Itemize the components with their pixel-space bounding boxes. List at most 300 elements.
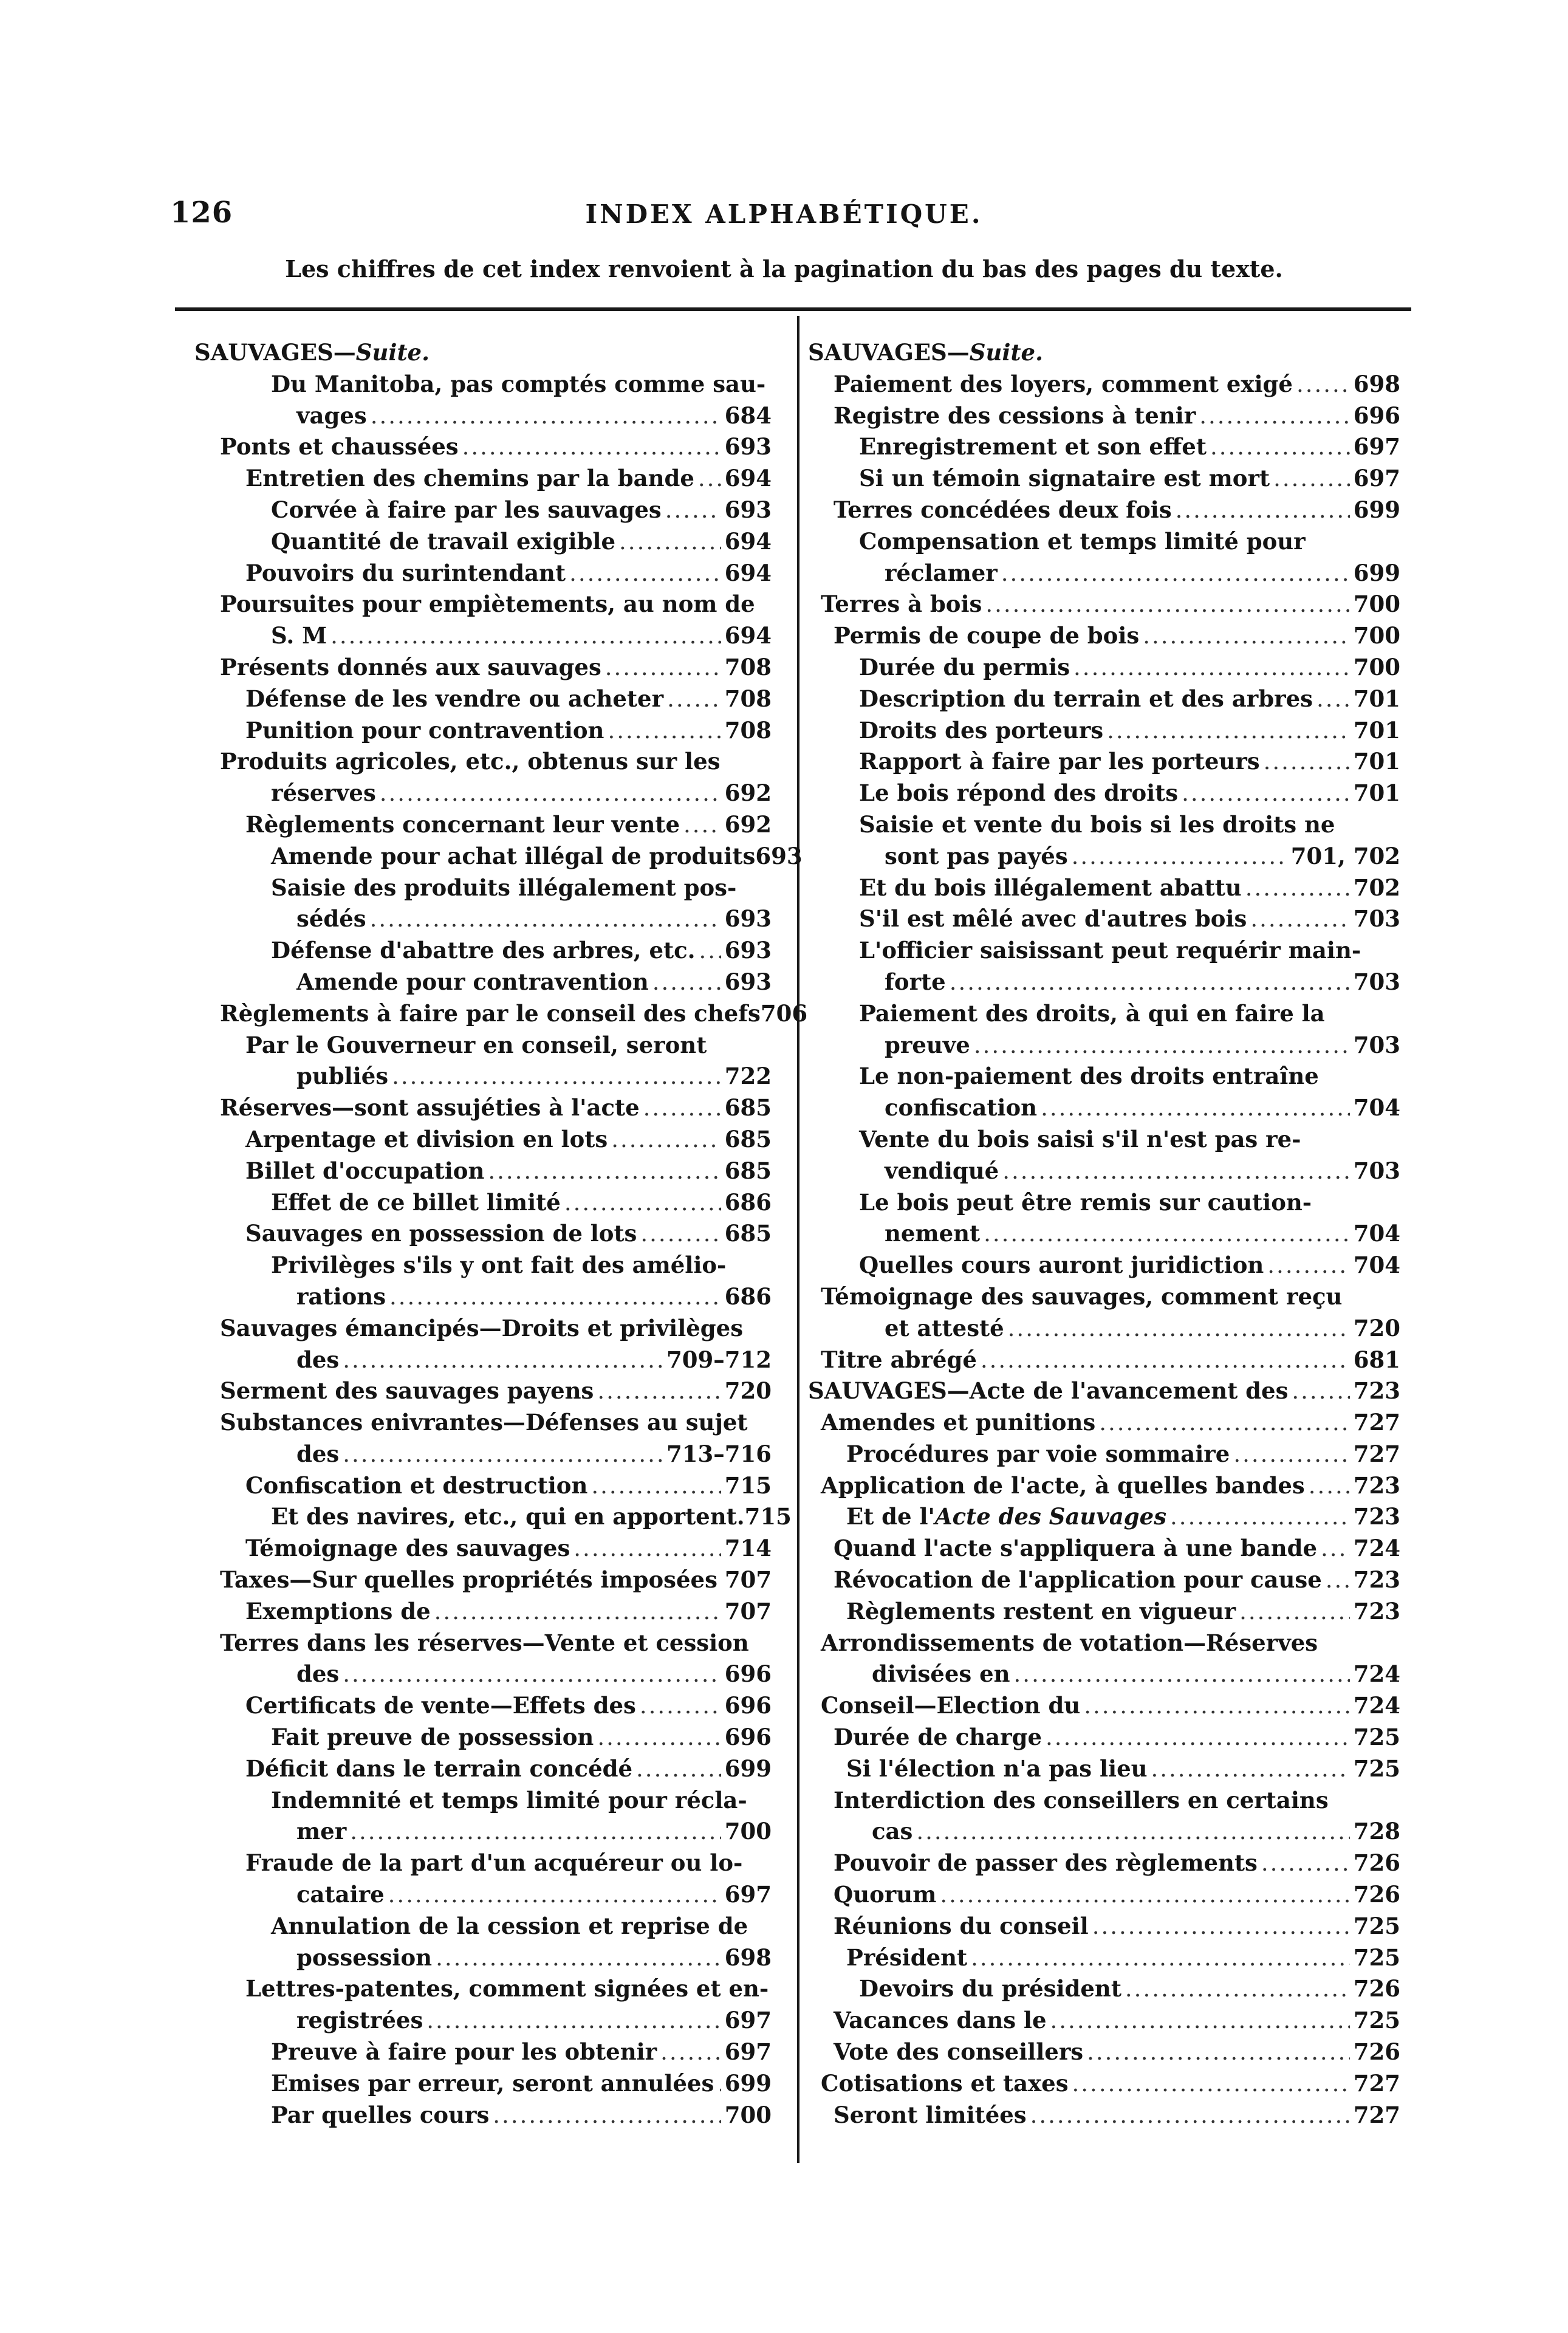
entry-text: Poursuites pour empiètements, au nom de [220,591,755,618]
entry-text: Le non-paiement des droits entraîne [859,1063,1319,1090]
entry-page-ref: 725 [1353,2007,1400,2034]
dot-leader [1309,1470,1350,1502]
entry-text: Du Manitoba, pas comptés comme sau- [271,370,766,397]
entry-text: Vacances dans le [834,2007,1047,2034]
entry-text: Vote des conseillers [834,2038,1084,2066]
entry-page-ref: 693 [724,496,772,523]
entry-text: Réserves—sont assujéties à l'acte [220,1094,640,1122]
dot-leader [1264,746,1350,778]
entry-text: S'il est mêlé avec d'autres bois [859,905,1247,933]
entry-text: Règlements concernant leur vente [245,810,680,838]
dot-leader [971,1942,1350,1974]
entry-text: Sauvages en possession de lots [245,1220,637,1247]
entry-page-ref: 692 [724,779,772,807]
index-entry [808,1030,1400,1061]
dot-leader [573,1533,721,1564]
index-entry [808,1501,1400,1533]
entry-text: Billet d'occupation [245,1157,485,1184]
entry-text: sédés [296,905,366,933]
entry-page-ref: 699 [724,2069,772,2097]
index-entry [194,2005,772,2037]
index-entry [194,967,772,998]
index-entry [194,1690,772,1722]
dot-leader [564,1187,721,1219]
index-entry [194,1439,772,1470]
entry-text: Certificats de vente—Effets des [245,1692,636,1719]
entry-page-ref: 725 [1353,1912,1400,1939]
index-entry [808,935,1400,967]
entry-text: Entretien des chemins par la bande [245,465,694,492]
index-entry [808,1564,1400,1596]
index-entry [808,715,1400,747]
entry-text: preuve [885,1031,970,1058]
entry-page-ref: 693 [724,968,772,995]
entry-text: Produits agricoles, etc., obtenus sur les [220,748,721,775]
entry-page-ref: 722 [724,1063,772,1090]
entry-text: Amende pour achat illégal de produits [271,842,756,869]
dot-leader [1072,841,1287,872]
entry-text: Déficit dans le terrain concédé [245,1755,633,1782]
index-left-column [194,337,808,2131]
index-entry [808,841,1400,872]
entry-text: Par le Gouverneur en conseil, seront [245,1031,707,1058]
dot-leader [462,431,721,463]
index-entry [808,620,1400,652]
entry-page-ref: 700 [724,2101,772,2128]
index-entry [194,558,772,589]
entry-text: Sauvages émancipés—Droits et privilèges [220,1314,744,1341]
entry-text: SAUVAGES—Acte de l'avancement des [808,1377,1289,1405]
index-entry [808,1942,1400,1974]
dot-leader [985,589,1349,620]
entry-text: Punition pour contravention [245,716,604,744]
entry-text: Quantité de travail exigible [271,527,616,555]
dot-leader [388,1879,721,1911]
index-entry [808,1973,1400,2005]
dot-leader [981,1345,1350,1376]
entry-text: rations [296,1283,386,1310]
dot-leader [380,778,721,809]
index-entry [808,369,1400,400]
entry-text: possession [296,1944,433,1971]
entry-text: Conseil—Election du [821,1692,1081,1719]
index-entry [194,1816,772,1848]
dot-leader [1316,683,1350,715]
dot-leader [665,495,721,526]
entry-text: Pouvoir de passer des règlements [834,1849,1258,1877]
dot-leader [1267,1250,1349,1281]
index-entry [194,652,772,683]
entry-page-ref: 681 [1353,1346,1400,1373]
entry-page-ref: 724 [1353,1692,1400,1719]
entry-page-ref: 694 [724,559,772,586]
entry-page-ref: 697 [1353,433,1400,461]
dot-leader [1087,2037,1350,2068]
dot-leader [1008,1313,1350,1345]
dot-leader [426,2005,721,2037]
suite-italic: Suite. [355,339,430,366]
entry-page-ref: 713–716 [666,1440,772,1467]
entry-page-ref: 723 [1353,1566,1400,1594]
dot-leader [343,1439,663,1470]
dot-leader [1199,400,1350,432]
dot-leader [591,1470,721,1502]
index-entry [808,2068,1400,2100]
entry-page-ref: 694 [724,622,772,649]
index-entry [194,998,808,1030]
dot-leader [1182,778,1350,809]
index-entry [194,400,772,432]
entry-page-ref: 700 [1353,622,1400,649]
entry-text: mer [296,1818,347,1845]
index-entry [808,400,1400,432]
index-entry [194,715,772,747]
dot-leader [950,967,1350,998]
entry-text: Par quelles cours [271,2101,490,2128]
index-entry [808,589,1400,620]
entry-page-ref: 697 [724,2007,772,2034]
index-entry [194,1375,772,1407]
dot-leader [940,1879,1349,1911]
entry-text: Quelles cours auront juridiction [859,1252,1264,1279]
dot-leader [640,1218,721,1250]
index-entry [194,2037,772,2068]
dot-leader [1092,1911,1350,1942]
dot-leader [974,1030,1350,1061]
entry-text: Si l'élection n'a pas lieu [846,1755,1148,1782]
entry-text: registrées [296,2007,423,2034]
entry-text: Défense d'abattre des arbres, etc. [271,937,696,964]
index-entry [808,967,1400,998]
entry-text: cas [872,1818,913,1845]
entry-page-ref: 692 [724,810,772,838]
entry-text: S. M [271,622,327,649]
index-entry [808,558,1400,589]
entry-page-ref: 715 [744,1503,792,1530]
entry-text: SAUVAGES—Suite. [194,339,430,366]
entry-page-ref: 694 [724,527,772,555]
suite-italic: Suite. [969,339,1043,366]
dot-leader [699,935,721,967]
index-entry [194,463,772,495]
entry-text: Révocation de l'application pour cause [834,1566,1322,1594]
index-entry [194,1501,792,1533]
index-entry [194,1156,772,1187]
index-entry [808,1879,1400,1911]
index-entry [808,903,1400,935]
dot-leader [660,2037,721,2068]
entry-text: Arpentage et division en lots [245,1125,608,1153]
entry-text: Effet de ce billet limité [271,1188,561,1216]
entry-page-ref: 708 [724,653,772,680]
index-entry [194,1250,772,1281]
entry-text: Substances enivrantes—Défenses au sujet [220,1409,748,1436]
entry-text: Amendes et punitions [821,1409,1096,1436]
dot-leader [605,652,721,683]
index-entry [194,1030,772,1061]
index-entry [808,1659,1400,1690]
index-entry [194,1753,772,1785]
entry-page-ref: 723 [1353,1597,1400,1625]
entry-page-ref: 700 [724,1818,772,1845]
dot-leader [1030,2100,1350,2131]
dot-leader [1099,1407,1350,1439]
index-entry [808,463,1400,495]
entry-page-ref: 696 [724,1692,772,1719]
index-entry [194,809,772,841]
entry-page-ref: 726 [1353,1975,1400,2002]
entry-text: Application de l'acte, à quelles bandes [821,1471,1305,1499]
entry-page-ref: 704 [1353,1252,1400,1279]
entry-page-ref: 726 [1353,2038,1400,2066]
entry-text: réclamer [885,559,998,586]
index-entry [194,337,772,369]
dot-leader [350,1816,721,1848]
dot-leader [611,1124,721,1156]
index-entry [194,1313,772,1345]
dot-leader [667,683,721,715]
entry-text: Témoignage des sauvages, comment reçu [821,1283,1343,1310]
entry-text: Et des navires, etc., qui en apportent. [271,1503,745,1530]
entry-page-ref: 693 [755,842,803,869]
index-entry [808,1753,1400,1785]
dot-leader [1002,1156,1350,1187]
dot-leader [683,809,721,841]
entry-text: Pouvoirs du surintendant [245,559,566,586]
entry-page-ref: 699 [1353,496,1400,523]
entry-text: Défense de les vendre ou acheter [245,685,664,712]
entry-page-ref: 703 [1353,1157,1400,1184]
index-entry [194,1345,772,1376]
index-entry [808,1218,1400,1250]
entry-text: L'officier saisissant peut requérir main- [859,937,1361,964]
entry-page-ref: 697 [1353,465,1400,492]
index-entry [808,2005,1400,2037]
entry-page-ref: 701 [1353,685,1400,712]
entry-page-ref: 708 [724,716,772,744]
top-rule [175,307,1411,311]
index-entry [194,1942,772,1974]
entry-text: Fait preuve de possession [271,1724,594,1751]
index-entry [808,526,1400,558]
entry-text: Le bois répond des droits [859,779,1179,807]
index-entry [808,337,1400,369]
entry-page-ref: 727 [1353,2101,1400,2128]
dot-leader [488,1156,721,1187]
index-entry [194,620,772,652]
entry-text: Titre abrégé [821,1346,977,1373]
index-entry [808,1187,1400,1219]
dot-leader [1239,1596,1350,1628]
entry-text: vages [296,402,367,429]
entry-text: divisées en [872,1660,1010,1688]
index-entry [194,589,772,620]
entry-page-ref: 726 [1353,1881,1400,1908]
dot-leader [370,903,721,935]
dot-leader [1073,652,1350,683]
entry-page-ref: 698 [724,1944,772,1971]
entry-text: Procédures par voie sommaire [846,1440,1230,1467]
entry-text: Emises par erreur, seront annulées [271,2069,714,2097]
index-entry [808,1313,1400,1345]
entry-page-ref: 703 [1353,968,1400,995]
dot-leader [343,1659,721,1690]
entry-page-ref: 697 [724,2038,772,2066]
entry-page-ref: 701, 702 [1290,842,1400,869]
entry-text: Durée de charge [834,1724,1042,1751]
entry-text: Seront limitées [834,2101,1027,2128]
entry-page-ref: 685 [724,1220,772,1247]
dot-leader [1014,1659,1350,1690]
entry-page-ref: 696 [724,1724,772,1751]
dot-leader [1084,1690,1350,1722]
entry-text: Quand l'acte s'appliquera à une bande [834,1535,1318,1562]
index-entry [194,1659,772,1690]
entry-text: Quorum [834,1881,937,1908]
index-entry [808,1690,1400,1722]
entry-text: Cotisations et taxes [821,2069,1069,2097]
dot-leader [1107,715,1350,747]
index-entry [808,1911,1400,1942]
entry-page-ref: 726 [1353,1849,1400,1877]
dot-leader [984,1218,1350,1250]
entry-page-ref: 702 [1353,874,1400,901]
entry-text: Président [846,1944,968,1971]
dot-leader [1041,1092,1350,1124]
dot-leader [1326,1564,1350,1596]
entry-text: Serment des sauvages payens [220,1377,594,1405]
entry-text: Terres dans les réserves—Vente et cession [220,1629,749,1656]
dot-leader [392,1061,721,1092]
index-entry [808,2100,1400,2131]
entry-page-ref: 700 [1353,653,1400,680]
index-entry [808,746,1400,778]
dot-leader [1151,1753,1350,1785]
index-entry [194,1470,772,1502]
entry-text: et attesté [885,1314,1004,1341]
dot-leader [1296,369,1350,400]
index-entry [194,1596,772,1628]
dot-leader [1233,1439,1349,1470]
entry-page-ref: 707 [724,1597,772,1625]
index-right-column [808,337,1400,2131]
index-entry [194,1628,772,1659]
index-entry [194,778,772,809]
index-entry [194,431,772,463]
entry-page-ref: 700 [1353,591,1400,618]
entry-text: Rapport à faire par les porteurs [859,748,1260,775]
entry-page-ref: 724 [1353,1660,1400,1688]
entry-text: Présents donnés aux sauvages [220,653,601,680]
index-entry [808,1596,1400,1628]
entry-text: Enregistrement et son effet [859,433,1207,461]
dot-leader [1143,620,1350,652]
entry-page-ref: 699 [724,1755,772,1782]
index-entry [808,431,1400,463]
entry-text: Confiscation et destruction [245,1471,588,1499]
page-number: 126 [170,196,233,230]
entry-page-ref: 709–712 [666,1346,772,1373]
entry-page-ref: 725 [1353,1724,1400,1751]
dot-leader [652,967,721,998]
entry-text: Annulation de la cession et reprise de [271,1912,748,1939]
dot-leader [569,558,721,589]
act-title-italic: Acte des Sauvages [934,1503,1167,1530]
index-entry [808,1345,1400,1376]
index-entry [194,2100,772,2131]
index-entry [194,1061,772,1092]
entry-page-ref: 694 [724,465,772,492]
entry-text: réserves [271,779,376,807]
entry-page-ref: 715 [724,1471,772,1499]
dot-leader [698,463,721,495]
entry-text: Le bois peut être remis sur caution- [859,1188,1312,1216]
index-entry [194,1973,772,2005]
index-entry [808,1816,1400,1848]
entry-page-ref: 728 [1353,1818,1400,1845]
entry-text: Terres concédées deux fois [834,496,1172,523]
index-entry [808,809,1400,841]
index-entry [808,1470,1400,1502]
entry-text: publiés [296,1063,389,1090]
entry-text: Privilèges s'ils y ont fait des amélio- [271,1252,727,1279]
index-entry [194,1407,772,1439]
dot-leader [1170,1501,1350,1533]
entry-page-ref: 727 [1353,1440,1400,1467]
entry-page-ref: 703 [1353,1031,1400,1058]
dot-leader [1321,1533,1350,1564]
entry-page-ref: 686 [724,1283,772,1310]
index-entry [194,1533,772,1564]
entry-page-ref: 701 [1353,779,1400,807]
entry-text: Registre des cessions à tenir [834,402,1196,429]
dot-leader [343,1345,663,1376]
index-entry [194,1187,772,1219]
dot-leader [636,1753,721,1785]
entry-text: Arrondissements de votation—Réserves [821,1629,1318,1656]
entry-text: Témoignage des sauvages [245,1535,570,1562]
index-entry [808,1722,1400,1753]
entry-page-ref: 704 [1353,1220,1400,1247]
entry-page-ref: 723 [1353,1503,1400,1530]
entry-text: Amende pour contravention [296,968,649,995]
dot-leader [597,1375,721,1407]
dot-leader [1250,903,1349,935]
index-entry [194,1879,772,1911]
dot-leader [1273,463,1350,495]
index-entry [808,1281,1400,1313]
entry-text: Devoirs du président [859,1975,1121,2002]
entry-text: Taxes—Sur quelles propriétés imposées [220,1566,717,1594]
entry-page-ref: 701 [1353,716,1400,744]
entry-page-ref: 685 [724,1094,772,1122]
entry-page-ref: 725 [1353,1944,1400,1971]
index-entry [194,526,772,558]
entry-page-ref: 699 [1353,559,1400,586]
dot-leader [434,1596,721,1628]
index-entry [194,2068,772,2100]
entry-text: Interdiction des conseillers en certains [834,1786,1329,1814]
entry-page-ref: 693 [724,433,772,461]
dot-leader [389,1281,721,1313]
index-entry [808,683,1400,715]
entry-text: Saisie des produits illégalement pos- [271,874,737,901]
index-entry [808,1785,1400,1817]
index-entry [194,841,803,872]
dot-leader [640,1690,721,1722]
entry-page-ref: 686 [724,1188,772,1216]
entry-text: Et du bois illégalement abattu [859,874,1242,901]
